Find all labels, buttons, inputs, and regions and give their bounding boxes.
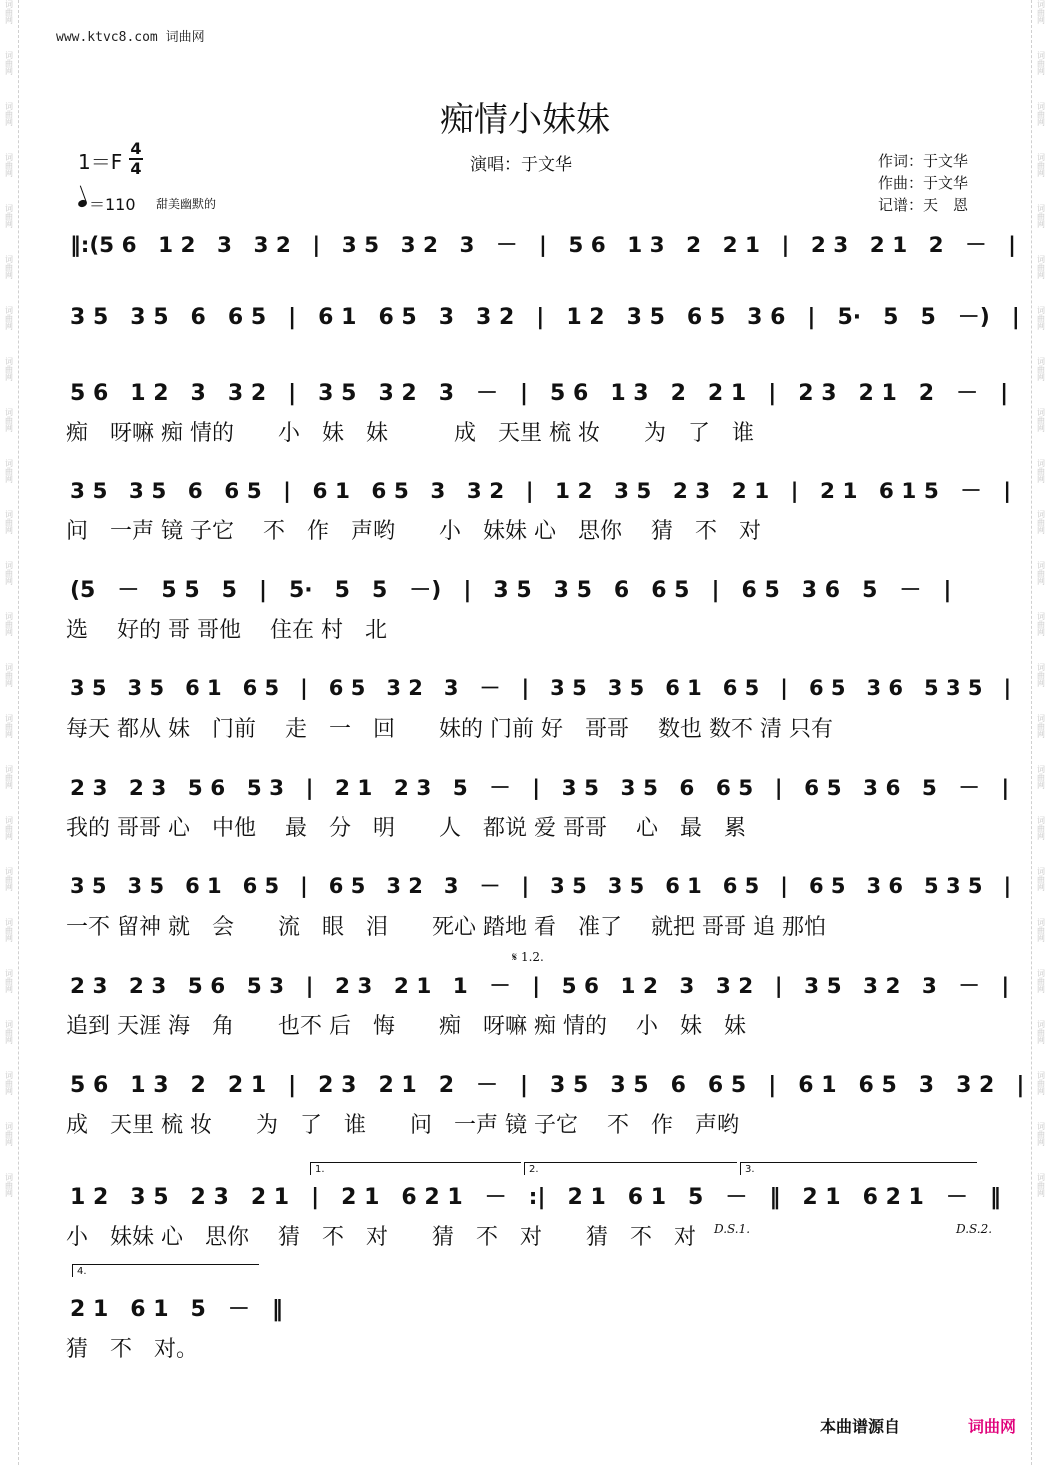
site-url: www.ktvc8.com 词曲网 xyxy=(56,30,205,45)
watermark-text: 词曲网 xyxy=(1036,918,1046,942)
jianpu-notes: 3 5 3 5 6 6 5 | 6 1 6 5 3 3 2 | 1 2 3 5 2 3 2 1 | 2 1 6 1 5 － | xyxy=(70,479,1012,504)
watermark-text: 词曲网 xyxy=(4,612,14,636)
watermark-text: 词曲网 xyxy=(4,561,14,585)
watermark-text: 词曲网 xyxy=(4,153,14,177)
volta-label: 1. xyxy=(315,1164,325,1175)
watermark-text: 词曲网 xyxy=(1036,459,1046,483)
transcriber-credit: 记谱：天 恩 xyxy=(878,196,969,214)
watermark-text: 词曲网 xyxy=(4,1173,14,1197)
tempo-value: ＝110 xyxy=(89,195,136,214)
watermark-text: 词曲网 xyxy=(1036,816,1046,840)
watermark-text: 词曲网 xyxy=(1036,1071,1046,1095)
composer-credit: 作曲：于文华 xyxy=(878,174,969,192)
lyrics-line: 痴 呀嘛 痴 情的 小 妹 妹 成 天里 梳 妆 为 了 谁 xyxy=(66,421,754,446)
score-row xyxy=(0,474,1050,574)
watermark-text: 词曲网 xyxy=(4,51,14,75)
lyrics-line: 选 好的 哥 哥他 住在 村 北 xyxy=(66,618,387,643)
watermark-text: 词曲网 xyxy=(4,1071,14,1095)
song-title: 痴情小妹妹 xyxy=(440,100,610,140)
segno-mark: 𝄋 1.2. xyxy=(512,950,544,964)
quarter-note-icon xyxy=(77,199,88,209)
footer-brand-link[interactable]: 词曲网 xyxy=(968,1417,1017,1436)
score-row xyxy=(0,969,1050,1069)
score-row xyxy=(0,573,1050,673)
volta-label: 4. xyxy=(77,1266,87,1277)
watermark-text: 词曲网 xyxy=(1036,969,1046,993)
watermark-text: 词曲网 xyxy=(1036,765,1046,789)
watermark-text: 词曲网 xyxy=(1036,51,1046,75)
key-signature: 1＝F xyxy=(78,150,123,174)
watermark-text: 词曲网 xyxy=(1036,153,1046,177)
volta-bracket-2 xyxy=(524,1162,737,1175)
time-signature xyxy=(128,140,144,178)
jianpu-notes: 5 6 1 3 2 2 1 | 2 3 2 1 2 － | 3 5 3 5 6 6 5 | 6 1 6 5 3 3 2 | xyxy=(70,1073,1025,1098)
watermark-text: 词曲网 xyxy=(4,510,14,534)
watermark-text: 词曲网 xyxy=(1036,306,1046,330)
volta-bracket-1 xyxy=(310,1162,521,1175)
jianpu-notes: 2 3 2 3 5 6 5 3 | 2 3 2 1 1 － | 5 6 1 2 3 3 2 | 3 5 3 2 3 － | xyxy=(70,974,1010,999)
footer-source: 本曲谱源自 xyxy=(820,1417,901,1436)
watermark-text: 词曲网 xyxy=(1036,357,1046,381)
lyrics-line: 猜 不 对。 xyxy=(66,1337,199,1362)
watermark-text: 词曲网 xyxy=(4,1020,14,1044)
lyricist-credit: 作词：于文华 xyxy=(878,152,969,170)
jianpu-notes: 2 1 6 1 5 － ‖ xyxy=(70,1297,283,1322)
watermark-text: 词曲网 xyxy=(1036,561,1046,585)
jianpu-notes: 3 5 3 5 6 1 6 5 | 6 5 3 2 3 － | 3 5 3 5 6 1 6 5 | 6 5 3 6 5 3 5 | xyxy=(70,874,1012,898)
watermark-text: 词曲网 xyxy=(4,102,14,126)
watermark-text: 词曲网 xyxy=(1036,408,1046,432)
watermark-text: 词曲网 xyxy=(1036,1020,1046,1044)
jianpu-notes: 3 5 3 5 6 1 6 5 | 6 5 3 2 3 － | 3 5 3 5 6 1 6 5 | 6 5 3 6 5 3 5 | xyxy=(70,676,1012,700)
lyrics-line: 一不 留神 就 会 流 眼 泪 死心 踏地 看 准了 就把 哥哥 追 那怕 xyxy=(66,915,826,940)
watermark-text: 词曲网 xyxy=(1036,1173,1046,1197)
jianpu-notes: 5 6 1 2 3 3 2 | 3 5 3 2 3 － | 5 6 1 3 2 2 1 | 2 3 2 1 2 － | xyxy=(70,381,1009,406)
volta-bracket-3 xyxy=(740,1162,977,1175)
watermark-text: 词曲网 xyxy=(4,714,14,738)
score-row xyxy=(0,771,1050,871)
lyrics-line: 追到 天涯 海 角 也不 后 悔 痴 呀嘛 痴 情的 小 妹 妹 xyxy=(66,1014,746,1039)
score-row xyxy=(0,672,1050,772)
watermark-text: 词曲网 xyxy=(1036,0,1046,24)
credits-block xyxy=(878,150,968,216)
time-bottom: 4 xyxy=(130,159,142,178)
watermark-text: 词曲网 xyxy=(4,0,14,24)
tempo-marking xyxy=(78,192,136,215)
jianpu-notes: ‖:(5 6 1 2 3 3 2 | 3 5 3 2 3 － | 5 6 1 3 2 2 1 | 2 3 2 1 2 － | xyxy=(70,233,1016,258)
watermark-text: 词曲网 xyxy=(1036,714,1046,738)
watermark-text: 词曲网 xyxy=(4,765,14,789)
ds1-mark: D.S.1. xyxy=(714,1222,751,1236)
watermark-text: 词曲网 xyxy=(4,816,14,840)
score-row xyxy=(0,1068,1050,1168)
jianpu-notes: (5 － 5 5 5 | 5· 5 5 －) | 3 5 3 5 6 6 5 | 6 5 3 6 5 － | xyxy=(70,578,952,603)
lyrics-line: 问 一声 镜 子它 不 作 声哟 小 妹妹 心 思你 猜 不 对 xyxy=(66,519,761,544)
watermark-text: 词曲网 xyxy=(4,255,14,279)
volta-label: 2. xyxy=(529,1164,539,1175)
watermark-text: 词曲网 xyxy=(1036,663,1046,687)
watermark-text: 词曲网 xyxy=(1036,102,1046,126)
singer-credit: 演唱：于文华 xyxy=(470,155,572,175)
ds2-mark: D.S.2. xyxy=(956,1222,993,1236)
lyrics-line: 每天 都从 妹 门前 走 一 回 妹的 门前 好 哥哥 数也 数不 清 只有 xyxy=(66,717,833,742)
watermark-text: 词曲网 xyxy=(4,867,14,891)
jianpu-notes: 2 3 2 3 5 6 5 3 | 2 1 2 3 5 － | 3 5 3 5 6 6 5 | 6 5 3 6 5 － | xyxy=(70,776,1010,801)
watermark-text: 词曲网 xyxy=(4,357,14,381)
watermark-text: 词曲网 xyxy=(1036,255,1046,279)
watermark-text: 词曲网 xyxy=(4,1122,14,1146)
watermark-text: 词曲网 xyxy=(1036,510,1046,534)
watermark-text: 词曲网 xyxy=(4,408,14,432)
jianpu-notes: 1 2 3 5 2 3 2 1 | 2 1 6 2 1 － :| 2 1 6 1 5 － ‖ 2 1 6 2 1 － ‖ xyxy=(70,1185,1001,1210)
lyrics-line: 成 天里 梳 妆 为 了 谁 问 一声 镜 子它 不 作 声哟 xyxy=(66,1113,739,1138)
watermark-text: 词曲网 xyxy=(1036,204,1046,228)
volta-label: 3. xyxy=(745,1164,755,1175)
watermark-text: 词曲网 xyxy=(4,204,14,228)
score-row xyxy=(0,376,1050,476)
mood-marking: 甜美幽默的 xyxy=(156,197,217,211)
score-row xyxy=(0,1292,1050,1392)
watermark-text: 词曲网 xyxy=(4,918,14,942)
watermark-text: 词曲网 xyxy=(1036,612,1046,636)
watermark-text: 词曲网 xyxy=(4,306,14,330)
lyrics-line: 我的 哥哥 心 中他 最 分 明 人 都说 爱 哥哥 心 最 累 xyxy=(66,816,746,841)
watermark-text: 词曲网 xyxy=(4,969,14,993)
watermark-text: 词曲网 xyxy=(4,459,14,483)
jianpu-notes: 3 5 3 5 6 6 5 | 6 1 6 5 3 3 2 | 1 2 3 5 6 5 3 6 | 5· 5 5 －) | xyxy=(70,305,1020,330)
volta-bracket-4 xyxy=(72,1264,259,1277)
watermark-text: 词曲网 xyxy=(4,663,14,687)
watermark-text: 词曲网 xyxy=(1036,1122,1046,1146)
watermark-text: 词曲网 xyxy=(1036,867,1046,891)
lyrics-line: 小 妹妹 心 思你 猜 不 对 猜 不 对 猜 不 对 xyxy=(66,1225,696,1250)
time-top: 4 xyxy=(130,139,142,158)
